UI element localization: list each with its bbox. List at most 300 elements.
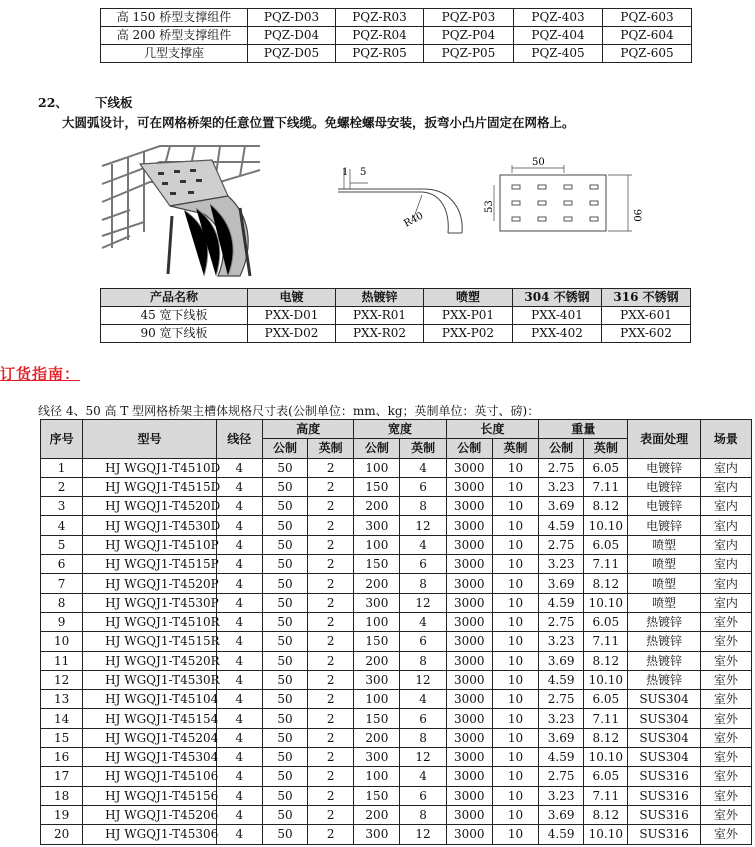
dim-53-label: 53	[484, 200, 495, 213]
table-cell: 12	[400, 593, 446, 612]
table-row	[41, 728, 752, 747]
table-cell: 3000	[446, 805, 492, 824]
table-cell: 热镀锌	[628, 651, 700, 670]
table-cell: 2	[308, 748, 354, 767]
table-cell: 4	[216, 805, 262, 824]
table-cell: 3000	[446, 670, 492, 689]
table-row	[101, 27, 692, 45]
table-cell: PQZ-605	[603, 45, 692, 63]
section-number: 22、	[38, 95, 68, 110]
table-cell: HJ WGQJ1-T4515P	[83, 555, 217, 574]
table-cell: 室外	[700, 767, 751, 786]
table-cell: 300	[354, 670, 400, 689]
table-cell: 200	[354, 728, 400, 747]
table-cell: 100	[354, 535, 400, 554]
table-cell: 3000	[446, 593, 492, 612]
spec-table-body	[41, 458, 752, 844]
table-cell: 12	[400, 748, 446, 767]
table-row	[41, 690, 752, 709]
table-cell: 50	[262, 690, 307, 709]
table-cell: 10	[492, 497, 538, 516]
table-cell: 3000	[446, 651, 492, 670]
table-cell: 14	[41, 709, 83, 728]
table-cell: 200	[354, 497, 400, 516]
table-cell: SUS304	[628, 748, 700, 767]
table-cell: SUS316	[628, 767, 700, 786]
table-cell: PXX-401	[513, 307, 602, 325]
table-cell: 9	[41, 612, 83, 631]
table-cell: HJ WGQJ1-T4520P	[83, 574, 217, 593]
support-components-table	[100, 8, 692, 63]
table-cell: 100	[354, 458, 400, 477]
table-cell: 2	[308, 709, 354, 728]
table-cell: 8.12	[584, 728, 628, 747]
table-row	[41, 458, 752, 477]
table-cell: PXX-D01	[248, 307, 336, 325]
table-cell: 3.69	[539, 497, 584, 516]
table-header-cell: 热镀锌	[336, 289, 424, 307]
header-surface: 表面处理	[628, 420, 700, 459]
table-cell: 室内	[700, 516, 751, 535]
table-cell: 喷塑	[628, 555, 700, 574]
table-cell: 8	[400, 651, 446, 670]
table-cell: 200	[354, 651, 400, 670]
table-cell: 10	[492, 690, 538, 709]
table-cell: 2	[308, 477, 354, 496]
table-cell: 4.59	[539, 670, 584, 689]
table-cell: PXX-402	[513, 325, 602, 343]
table-cell: 4	[400, 767, 446, 786]
header-height-metric: 公制	[262, 439, 307, 458]
table-cell: 室内	[700, 555, 751, 574]
table-cell: 5	[41, 535, 83, 554]
section-title: 下线板	[95, 95, 133, 110]
table-cell: PQZ-P03	[424, 9, 514, 27]
table-cell: 2	[308, 805, 354, 824]
table-cell: 喷塑	[628, 593, 700, 612]
table-cell: 50	[262, 651, 307, 670]
table-cell: 50	[262, 728, 307, 747]
table-cell: 7.11	[584, 786, 628, 805]
table-cell: 300	[354, 593, 400, 612]
table-cell: 7.11	[584, 555, 628, 574]
table-cell: 2	[308, 690, 354, 709]
table-cell: 室内	[700, 458, 751, 477]
table-cell: 3000	[446, 709, 492, 728]
table-cell: 4	[216, 535, 262, 554]
table-cell: HJ WGQJ1-T4530R	[83, 670, 217, 689]
table-cell: 高 150 桥型支撑组件	[101, 9, 248, 27]
table-cell: 50	[262, 574, 307, 593]
table-cell: 10	[492, 555, 538, 574]
table-cell: 3.23	[539, 786, 584, 805]
table-cell: HJ WGQJ1-T45306	[83, 825, 217, 844]
table-cell: 2	[308, 612, 354, 631]
table-cell: HJ WGQJ1-T4530P	[83, 593, 217, 612]
table-cell: PXX-R02	[336, 325, 424, 343]
table-cell: 10	[492, 516, 538, 535]
header-model: 型号	[83, 420, 217, 459]
table-cell: 喷塑	[628, 574, 700, 593]
table-cell: 45 宽下线板	[101, 307, 248, 325]
table-cell: 室外	[700, 805, 751, 824]
table-cell: 4.59	[539, 516, 584, 535]
table-cell: 100	[354, 767, 400, 786]
table-cell: 10.10	[584, 516, 628, 535]
table-cell: 3000	[446, 767, 492, 786]
header-width-imperial: 英制	[400, 439, 446, 458]
table-cell: 室内	[700, 574, 751, 593]
table-cell: 4	[216, 767, 262, 786]
table-cell: 3	[41, 497, 83, 516]
table-cell: PQZ-403	[514, 9, 603, 27]
table-row	[41, 516, 752, 535]
table-cell: 2	[308, 728, 354, 747]
table-cell: 3000	[446, 458, 492, 477]
table-cell: PQZ-D03	[248, 9, 336, 27]
table-cell: 2	[308, 535, 354, 554]
table-cell: 4	[216, 690, 262, 709]
profile-side-drawing	[336, 155, 474, 233]
table-cell: 4	[216, 651, 262, 670]
table-cell: 300	[354, 748, 400, 767]
table-cell: 50	[262, 612, 307, 631]
table-cell: 3000	[446, 477, 492, 496]
table-cell: 10.10	[584, 748, 628, 767]
table-cell: SUS316	[628, 786, 700, 805]
table-cell: 热镀锌	[628, 632, 700, 651]
table-cell: 7.11	[584, 709, 628, 728]
table-cell: 6	[400, 709, 446, 728]
header-weight: 重量	[539, 420, 628, 439]
table-row	[41, 825, 752, 844]
dim-r40-label: R40	[402, 210, 426, 230]
table-row	[41, 574, 752, 593]
table-cell: 4.59	[539, 748, 584, 767]
table-cell: 3000	[446, 690, 492, 709]
table-cell: 18	[41, 786, 83, 805]
table-cell: 4	[400, 535, 446, 554]
table-cell: 10	[492, 805, 538, 824]
table-cell: HJ WGQJ1-T4510R	[83, 612, 217, 631]
table-cell: 2	[308, 593, 354, 612]
table-cell: 10.10	[584, 825, 628, 844]
table-cell: PXX-601	[602, 307, 691, 325]
table-cell: 2	[308, 651, 354, 670]
table-cell: 50	[262, 535, 307, 554]
table-cell: 4	[216, 670, 262, 689]
table-cell: 2	[308, 574, 354, 593]
table-cell: PQZ-603	[603, 9, 692, 27]
table-row	[41, 670, 752, 689]
table-cell: 4	[216, 477, 262, 496]
order-guide-heading: 订货指南：	[0, 365, 81, 383]
table-cell: PQZ-D05	[248, 45, 336, 63]
table-cell: 20	[41, 825, 83, 844]
header-seq: 序号	[41, 420, 83, 459]
table-cell: 室外	[700, 612, 751, 631]
table-cell: SUS316	[628, 805, 700, 824]
table-cell: 3.69	[539, 805, 584, 824]
table-cell: 2.75	[539, 612, 584, 631]
table-row	[41, 632, 752, 651]
table-cell: 室内	[700, 497, 751, 516]
table-cell: 50	[262, 825, 307, 844]
section-description: 大圆弧设计，可在网格桥架的任意位置下线缆。免螺栓螺母安装，扳弯小凸片固定在网格上。	[62, 115, 575, 130]
table-cell: 3000	[446, 748, 492, 767]
table-cell: 8	[400, 574, 446, 593]
table-cell: 喷塑	[628, 535, 700, 554]
table-cell: 几型支撑座	[101, 45, 248, 63]
table-row	[101, 325, 691, 343]
table-row	[41, 651, 752, 670]
table-cell: SUS304	[628, 709, 700, 728]
table-cell: 4	[400, 612, 446, 631]
table-header-cell: 喷塑	[424, 289, 513, 307]
table-cell: 室内	[700, 477, 751, 496]
table-cell: HJ WGQJ1-T45156	[83, 786, 217, 805]
table-cell: 6	[400, 786, 446, 805]
table-cell: 10	[492, 458, 538, 477]
table-cell: 10	[492, 728, 538, 747]
table-row	[41, 767, 752, 786]
table-cell: 6.05	[584, 690, 628, 709]
table-cell: 2	[308, 767, 354, 786]
table-cell: 1	[41, 458, 83, 477]
table-cell: 50	[262, 555, 307, 574]
table-cell: 50	[262, 670, 307, 689]
table-cell: 10.10	[584, 670, 628, 689]
table-cell: 50	[262, 786, 307, 805]
table-cell: 13	[41, 690, 83, 709]
table-cell: 17	[41, 767, 83, 786]
header-length-metric: 公制	[446, 439, 492, 458]
dim-90-label: 90	[631, 209, 642, 222]
table-cell: PQZ-R04	[336, 27, 424, 45]
table-row	[41, 786, 752, 805]
table-row	[41, 748, 752, 767]
table-cell: 10	[492, 593, 538, 612]
table-cell: 3000	[446, 535, 492, 554]
table-cell: 4	[41, 516, 83, 535]
table-cell: 2	[308, 670, 354, 689]
header-length: 长度	[446, 420, 538, 439]
table-cell: 室外	[700, 632, 751, 651]
table-cell: 4	[400, 690, 446, 709]
table-cell: PQZ-604	[603, 27, 692, 45]
table-row	[101, 307, 691, 325]
header-length-imperial: 英制	[492, 439, 538, 458]
drop-out-plate-photo	[100, 136, 262, 284]
table-cell: 15	[41, 728, 83, 747]
table-cell: 3000	[446, 728, 492, 747]
table-cell: PXX-602	[602, 325, 691, 343]
table-cell: 6.05	[584, 612, 628, 631]
table-cell: 室外	[700, 825, 751, 844]
table-cell: HJ WGQJ1-T45154	[83, 709, 217, 728]
table-cell: 100	[354, 612, 400, 631]
table-cell: 3000	[446, 555, 492, 574]
table-cell: PXX-P01	[424, 307, 513, 325]
table-cell: PXX-D02	[248, 325, 336, 343]
table-cell: 6	[400, 632, 446, 651]
table-cell: PQZ-404	[514, 27, 603, 45]
table-header-cell: 产品名称	[101, 289, 248, 307]
table-cell: 4	[216, 825, 262, 844]
table-cell: PQZ-R03	[336, 9, 424, 27]
table-cell: 2	[308, 497, 354, 516]
table-cell: 室外	[700, 748, 751, 767]
table-cell: 热镀锌	[628, 612, 700, 631]
table-header-cell: 304 不锈钢	[513, 289, 602, 307]
header-weight-imperial: 英制	[584, 439, 628, 458]
header-height-imperial: 英制	[308, 439, 354, 458]
header-width-metric: 公制	[354, 439, 400, 458]
table-cell: 4	[216, 709, 262, 728]
table-row	[41, 709, 752, 728]
table-cell: 3000	[446, 612, 492, 631]
table-cell: 室外	[700, 786, 751, 805]
table-cell: 200	[354, 805, 400, 824]
table-cell: 2	[308, 786, 354, 805]
spec-table-caption: 线径 4、50 高 T 型网格桥架主槽体规格尺寸表(公制单位：mm、kg；英制单位：英寸、磅)：	[38, 404, 540, 418]
table-cell: 3.23	[539, 477, 584, 496]
table-cell: 150	[354, 555, 400, 574]
table-cell: PQZ-R05	[336, 45, 424, 63]
table-cell: PQZ-P05	[424, 45, 514, 63]
table-cell: 室外	[700, 651, 751, 670]
table-cell: 4	[216, 728, 262, 747]
table-cell: 室外	[700, 690, 751, 709]
table-cell: 11	[41, 651, 83, 670]
table-cell: 3000	[446, 574, 492, 593]
table-cell: 8	[400, 497, 446, 516]
table-cell: 3.23	[539, 632, 584, 651]
header-width: 宽度	[354, 420, 446, 439]
table-cell: 4.59	[539, 825, 584, 844]
table-cell: 10	[492, 651, 538, 670]
table-cell: 10	[492, 632, 538, 651]
table-header-cell: 电镀	[248, 289, 336, 307]
table-cell: 4	[400, 458, 446, 477]
table-cell: 10	[492, 477, 538, 496]
table-cell: 2	[308, 516, 354, 535]
table-cell: 8	[400, 805, 446, 824]
table-cell: 12	[400, 516, 446, 535]
table-cell: 8	[41, 593, 83, 612]
table-cell: 2	[41, 477, 83, 496]
table-cell: PQZ-405	[514, 45, 603, 63]
table-cell: 10	[492, 535, 538, 554]
table-cell: 7.11	[584, 477, 628, 496]
table-cell: 6.05	[584, 458, 628, 477]
table-cell: 电镀锌	[628, 477, 700, 496]
table-cell: 3000	[446, 497, 492, 516]
table-row	[101, 45, 692, 63]
table-row	[41, 612, 752, 631]
table-cell: 4	[216, 497, 262, 516]
table-cell: PXX-P02	[424, 325, 513, 343]
header-wire: 线径	[216, 420, 262, 459]
table-cell: 150	[354, 709, 400, 728]
table-cell: 50	[262, 458, 307, 477]
table-cell: 6	[41, 555, 83, 574]
table-cell: HJ WGQJ1-T45106	[83, 767, 217, 786]
table-row	[41, 477, 752, 496]
table-cell: 50	[262, 805, 307, 824]
table-cell: 3.23	[539, 709, 584, 728]
table-cell: 10	[492, 612, 538, 631]
table-cell: 4	[216, 458, 262, 477]
table-row	[41, 593, 752, 612]
table-cell: 19	[41, 805, 83, 824]
table-cell: 150	[354, 786, 400, 805]
drop-out-plate-table	[100, 288, 691, 343]
table-cell: 4	[216, 786, 262, 805]
table-cell: 室外	[700, 728, 751, 747]
table-cell: 50	[262, 748, 307, 767]
table-cell: 2	[308, 555, 354, 574]
spec-table	[40, 419, 752, 845]
table-row	[41, 535, 752, 554]
table-cell: 3.69	[539, 728, 584, 747]
table-cell: HJ WGQJ1-T4510D	[83, 458, 217, 477]
table-cell: 高 200 桥型支撑组件	[101, 27, 248, 45]
table-cell: HJ WGQJ1-T4515R	[83, 632, 217, 651]
table-cell: 100	[354, 690, 400, 709]
table-cell: 10	[41, 632, 83, 651]
table-cell: 50	[262, 767, 307, 786]
table-cell: 4	[216, 555, 262, 574]
table-cell: 7.11	[584, 632, 628, 651]
table-cell: 2.75	[539, 458, 584, 477]
table-cell: 电镀锌	[628, 497, 700, 516]
table-cell: HJ WGQJ1-T4520R	[83, 651, 217, 670]
table-cell: 2	[308, 825, 354, 844]
table-cell: 150	[354, 477, 400, 496]
table-cell: 6.05	[584, 535, 628, 554]
table-cell: 2.75	[539, 690, 584, 709]
table-cell: 10	[492, 748, 538, 767]
table-cell: 2	[308, 632, 354, 651]
table-cell: HJ WGQJ1-T4520D	[83, 497, 217, 516]
table-cell: 室内	[700, 535, 751, 554]
table-cell: 4	[216, 632, 262, 651]
table-cell: HJ WGQJ1-T45206	[83, 805, 217, 824]
table-cell: 8.12	[584, 574, 628, 593]
table-cell: 8.12	[584, 805, 628, 824]
table-cell: 8	[400, 728, 446, 747]
dim-5-label: 5	[360, 167, 367, 178]
table-cell: PXX-R01	[336, 307, 424, 325]
table-cell: 3.23	[539, 555, 584, 574]
table-cell: 10	[492, 767, 538, 786]
header-weight-metric: 公制	[539, 439, 584, 458]
table-cell: 300	[354, 825, 400, 844]
table-cell: 150	[354, 632, 400, 651]
dim-50-label: 50	[532, 157, 545, 168]
dim-1-label: 1	[342, 167, 349, 178]
table-cell: 50	[262, 497, 307, 516]
table-cell: SUS304	[628, 690, 700, 709]
table-cell: 90 宽下线板	[101, 325, 248, 343]
table-cell: 12	[400, 670, 446, 689]
table-cell: 50	[262, 477, 307, 496]
table-cell: 12	[41, 670, 83, 689]
table-cell: 12	[400, 825, 446, 844]
table-cell: 8.12	[584, 497, 628, 516]
table-cell: 2	[308, 458, 354, 477]
